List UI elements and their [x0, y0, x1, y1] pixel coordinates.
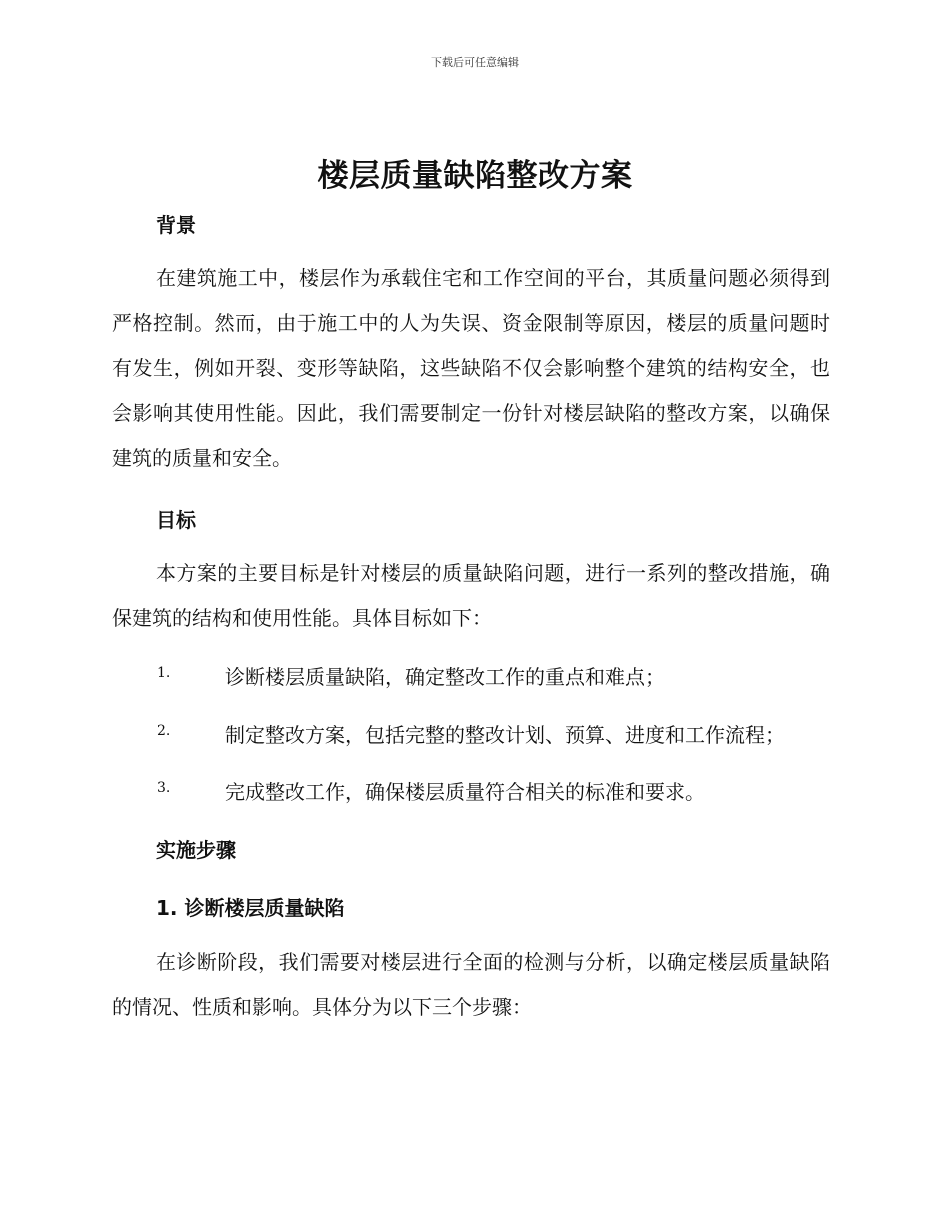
diagnosis-paragraph: 在诊断阶段，我们需要对楼层进行全面的检测与分析，以确定楼层质量缺陷的情况、性质和影响。具体分为以下三个步骤：	[112, 950, 830, 1019]
section-heading-steps: 实施步骤	[156, 838, 236, 862]
goal-list-item	[0, 661, 950, 691]
header-note: 下载后可任意编辑	[431, 56, 519, 69]
section-heading-goals: 目标	[156, 508, 196, 532]
document-title: 楼层质量缺陷整改方案	[317, 158, 633, 194]
list-number: 3.	[157, 780, 171, 796]
list-number: 1.	[157, 665, 171, 681]
goals-paragraph: 本方案的主要目标是针对楼层的质量缺陷问题，进行一系列的整改措施，确保建筑的结构和使用性能。具体目标如下：	[112, 561, 830, 630]
background-paragraph: 在建筑施工中，楼层作为承载住宅和工作空间的平台，其质量问题必须得到严格控制。然而，由于施工中的人为失误、资金限制等原因，楼层的质量问题时有发生，例如开裂、变形等缺陷，这些缺陷不仅会影响整个建筑的结构安全，也会影响其使用性能。因此，我们需要制定一份针对楼层缺陷的整改方案，以确保建筑的质量和安全。	[112, 266, 830, 470]
goal-list-item	[0, 719, 950, 749]
list-text: 完成整改工作，确保楼层质量符合相关的标准和要求。	[225, 780, 705, 804]
list-number: 2.	[157, 723, 171, 739]
goal-list-item	[0, 776, 950, 806]
subheading-diagnosis: 1. 诊断楼层质量缺陷	[156, 896, 345, 920]
list-text: 诊断楼层质量缺陷，确定整改工作的重点和难点；	[225, 665, 665, 689]
section-heading-background: 背景	[156, 213, 196, 237]
list-text: 制定整改方案，包括完整的整改计划、预算、进度和工作流程；	[225, 723, 785, 747]
